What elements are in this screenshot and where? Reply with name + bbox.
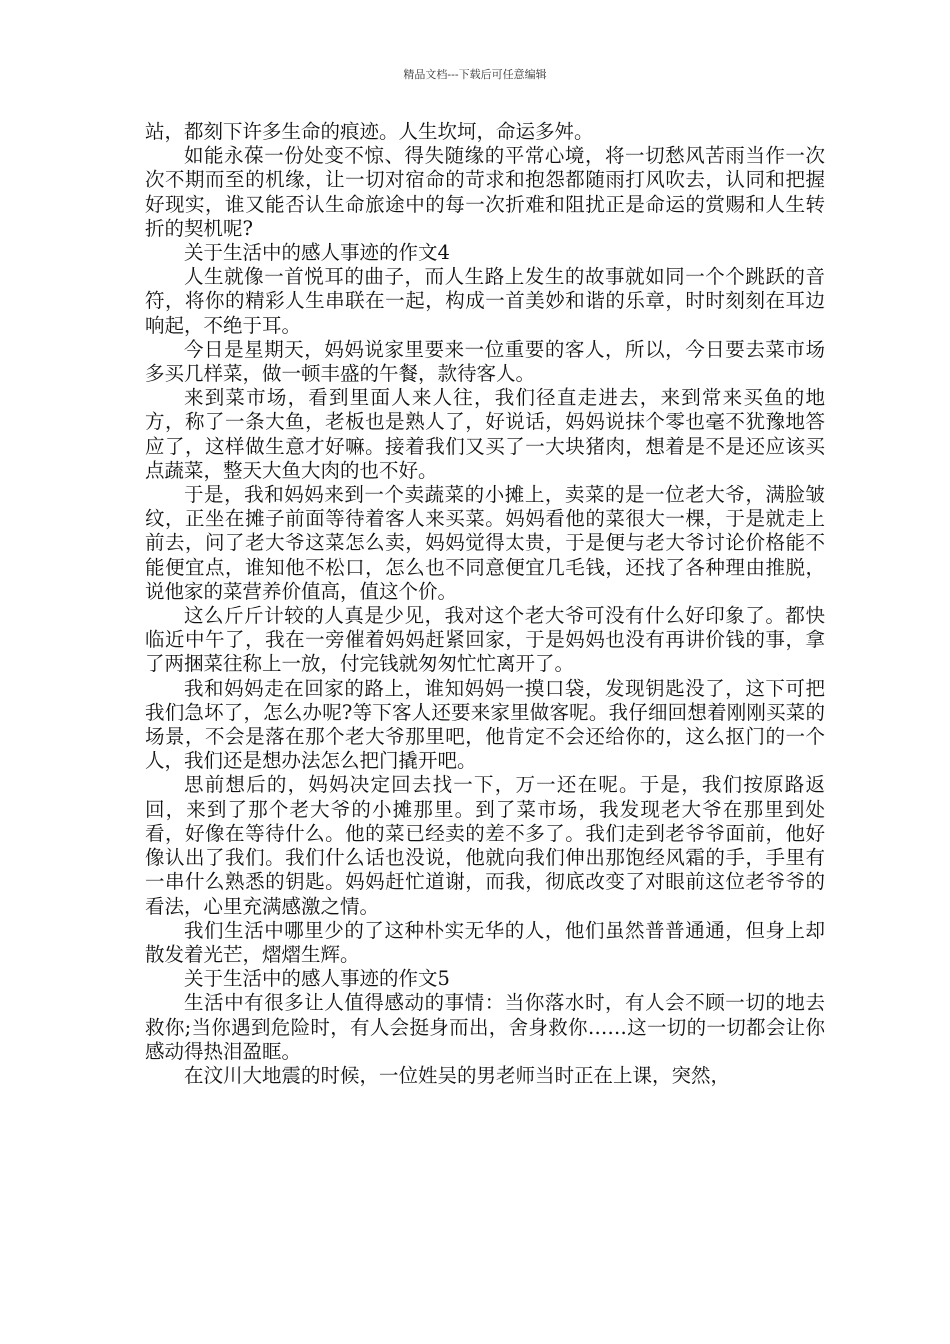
document-body xyxy=(145,120,825,1088)
paragraph: 站，都刻下许多生命的痕迹。人生坎坷，命运多舛。 xyxy=(145,120,594,143)
essay-heading: 关于生活中的感人事迹的作文5 xyxy=(184,967,450,991)
essay-heading: 关于生活中的感人事迹的作文4 xyxy=(184,241,450,265)
paragraph: 这么斤斤计较的人真是少见，我对这个老大爷可没有什么好印象了。都快临近中午了，我在一旁催着妈妈赶紧回家，于是妈妈也没有再讲价钱的事，拿了两捆菜往称上一放，付完钱就匆匆忙忙离开了。 xyxy=(145,604,825,676)
paragraph: 如能永葆一份处变不惊、得失随缘的平常心境，将一切愁风苦雨当作一次次不期而至的机缘，让一切对宿命的苛求和抱怨都随雨打风吹去，认同和把握好现实，谁又能否认生命旅途中的每一次折难和阻扰正是命运的赏赐和人生转折的契机呢? xyxy=(145,144,825,240)
paragraph: 我们生活中哪里少的了这种朴实无华的人，他们虽然普普通通，但身上却散发着光芒，熠熠生辉。 xyxy=(145,918,825,966)
paragraph: 今日是星期天，妈妈说家里要来一位重要的客人，所以，今日要去菜市场多买几样菜，做一顿丰盛的午餐，款待客人。 xyxy=(145,337,825,386)
paragraph: 来到菜市场，看到里面人来人往，我们径直走进去，来到常来买鱼的地方，称了一条大鱼，老板也是熟人了，好说话，妈妈说抹个零也毫不犹豫地答应了，这样做生意才好嘛。接着我们又买了一大块猪肉，想着是不是还应该买点蔬菜，整天大鱼大肉的也不好。 xyxy=(145,386,825,482)
paragraph: 我和妈妈走在回家的路上，谁知妈妈一摸口袋，发现钥匙没了，这下可把我们急坏了，怎么办呢?等下客人还要来家里做客呢。我仔细回想着刚刚买菜的场景，不会是落在那个老大爷那里吧，他肯定不会还给你的，这么抠门的一个人，我们还是想办法怎么把门撬开吧。 xyxy=(145,676,825,773)
page-header: 精品文档---下载后可任意编辑 xyxy=(403,68,547,81)
paragraph: 思前想后的，妈妈决定回去找一下，万一还在呢。于是，我们按原路返回，来到了那个老大爷的小摊那里。到了菜市场，我发现老大爷在那里到处看，好像在等待什么。他的菜已经卖的差不多了。我们走到老爷爷面前，他好像认出了我们。我们什么话也没说，他就向我们伸出那饱经风霜的手，手里有一串什么熟悉的钥匙。妈妈赶忙道谢，而我，彻底改变了对眼前这位老爷爷的看法，心里充满感激之情。 xyxy=(145,773,825,918)
paragraph: 生活中有很多让人值得感动的事情：当你落水时，有人会不顾一切的地去救你;当你遇到危险时，有人会挺身而出，舍身救你……这一切的一切都会让你感动得热泪盈眶。 xyxy=(145,991,825,1063)
paragraph: 于是，我和妈妈来到一个卖蔬菜的小摊上，卖菜的是一位老大爷，满脸皱纹，正坐在摊子前面等待着客人来买菜。妈妈看他的菜很大一棵，于是就走上前去，问了老大爷这菜怎么卖，妈妈觉得太贵，于是便与老大爷讨论价格能不能便宜点，谁知他不松口，怎么也不同意便宜几毛钱，还找了各种理由推脱，说他家的菜营养价值高，值这个价。 xyxy=(145,483,825,603)
paragraph: 人生就像一首悦耳的曲子，而人生路上发生的故事就如同一个个跳跃的音符，将你的精彩人生串联在一起，构成一首美妙和谐的乐章，时时刻刻在耳边响起，不绝于耳。 xyxy=(145,265,825,337)
paragraph: 在汶川大地震的时候，一位姓吴的男老师当时正在上课，突然， xyxy=(184,1063,731,1087)
